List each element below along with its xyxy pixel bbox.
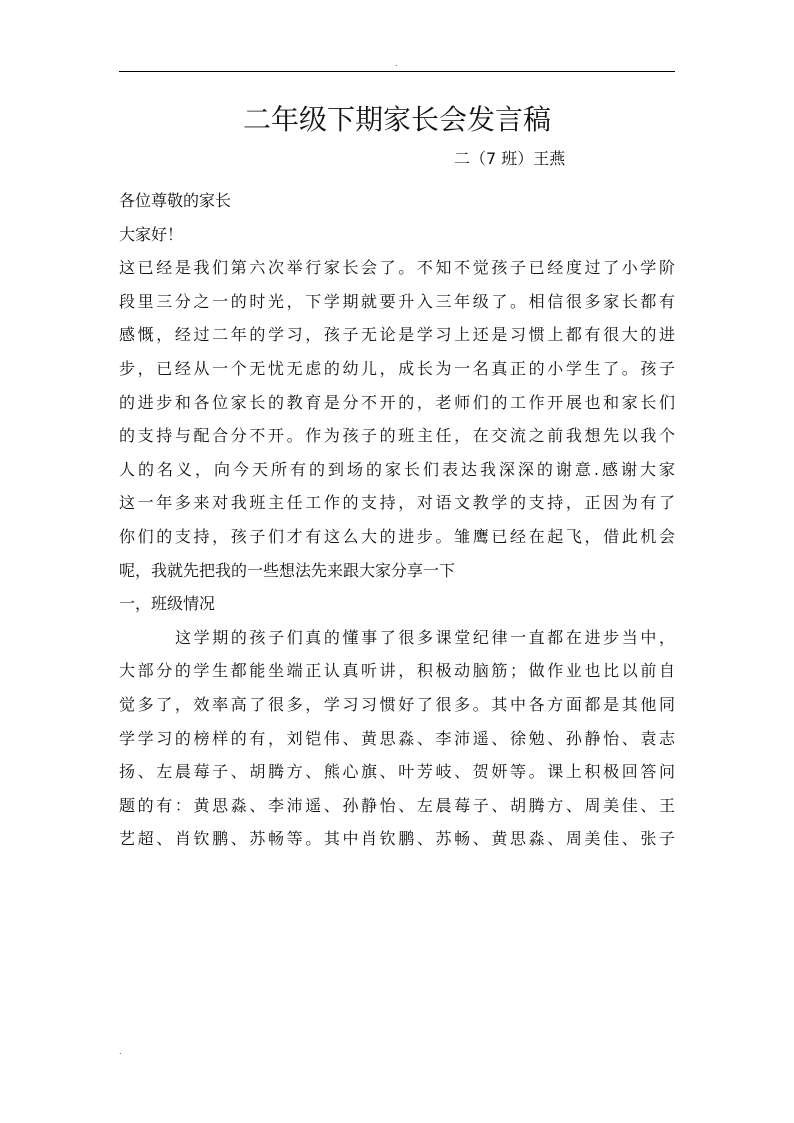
paragraph-line: 艺超、肖钦鹏、苏畅等。其中肖钦鹏、苏畅、黄思淼、周美佳、张子 xyxy=(119,829,675,849)
footer-dot: . xyxy=(119,1047,122,1056)
paragraph-line: 段里三分之一的时光，下学期就要升入三年级了。相信很多家长都有 xyxy=(119,291,675,311)
paragraph-line: 步，已经从一个无忧无虑的幼儿，成长为一名真正的小学生了。孩子 xyxy=(119,358,675,378)
paragraph-line: 学学习的榜样的有，刘铠伟、黄思淼、李沛遥、徐勉、孙静怡、袁志 xyxy=(119,728,675,748)
document-title: 二年级下期家长会发言稿 xyxy=(242,103,551,136)
paragraph-line: 觉多了，效率高了很多，学习习惯好了很多。其中各方面都是其他同 xyxy=(119,694,675,714)
paragraph-line: 的支持与配合分不开。作为孩子的班主任，在交流之前我想先以我个 xyxy=(119,426,675,446)
paragraph-line: 感慨，经过二年的学习，孩子无论是学习上还是习惯上都有很大的进 xyxy=(119,325,675,345)
greeting: 大家好！ xyxy=(119,224,184,244)
paragraph-line: 这一年多来对我班主任工作的支持，对语文教学的支持，正因为有了 xyxy=(119,493,675,513)
header-rule xyxy=(119,71,675,72)
author-byline: 二（7 班）王燕 xyxy=(454,149,566,168)
section-heading: 一，班级情况 xyxy=(119,594,216,614)
salutation: 各位尊敬的家长 xyxy=(119,191,232,210)
paragraph-line: 扬、左晨莓子、胡腾方、熊心旗、叶芳岐、贺妍等。课上积极回答问 xyxy=(119,762,675,782)
paragraph-line: 的进步和各位家长的教育是分不开的，老师们的工作开展也和家长们 xyxy=(119,392,675,412)
paragraph-line: 这已经是我们第六次举行家长会了。不知不觉孩子已经度过了小学阶 xyxy=(119,258,675,278)
paragraph-line: 呢，我就先把我的一些想法先来跟大家分享一下 xyxy=(119,560,456,580)
paragraph-line: 大部分的学生都能坐端正认真听讲，积极动脑筋；做作业也比以前自 xyxy=(119,661,675,681)
paragraph-line: 题的有：黄思淼、李沛遥、孙静怡、左晨莓子、胡腾方、周美佳、王 xyxy=(119,795,675,815)
paragraph-line: 人的名义，向今天所有的到场的家长们表达我深深的谢意.感谢大家 xyxy=(119,459,675,479)
paragraph-line: 这学期的孩子们真的懂事了很多课堂纪律一直都在进步当中， xyxy=(175,627,675,647)
header-dot: . xyxy=(395,59,398,68)
document-body xyxy=(119,184,675,856)
paragraph-line: 你们的支持，孩子们才有这么大的进步。雏鹰已经在起飞，借此机会 xyxy=(119,526,675,546)
